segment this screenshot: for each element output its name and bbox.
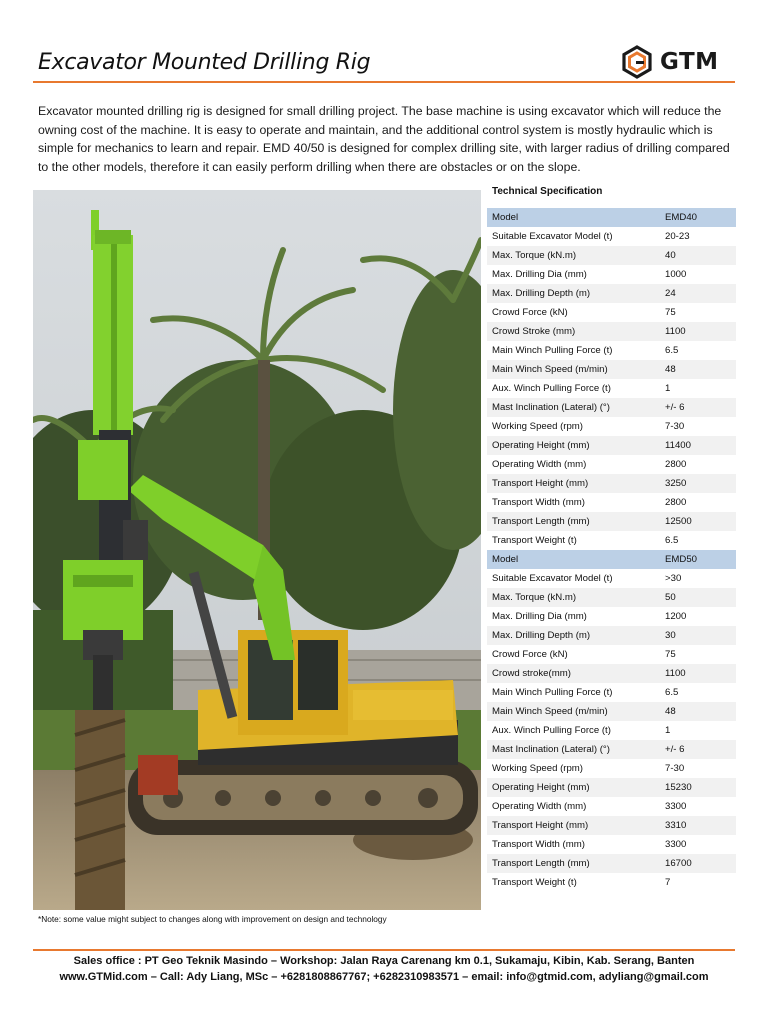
- spec-value: 7-30: [665, 421, 685, 432]
- spec-label: Transport Height (mm): [487, 816, 660, 835]
- spec-value: 6.5: [665, 535, 679, 546]
- spec-value: 48: [660, 360, 736, 379]
- spec-row: [487, 360, 736, 379]
- spec-value: 50: [660, 588, 736, 607]
- spec-label: Operating Width (mm): [492, 459, 587, 470]
- spec-value: 12500: [660, 512, 736, 531]
- spec-row: [487, 607, 736, 626]
- spec-row: [487, 721, 736, 740]
- spec-label: Crowd stroke(mm): [487, 664, 660, 683]
- spec-label: Mast Inclination (Lateral) (°): [487, 740, 660, 759]
- spec-heading: Technical Specification: [492, 186, 603, 197]
- spec-row: [487, 816, 736, 835]
- spec-label: Transport Width (mm): [492, 839, 585, 850]
- spec-value: 6.5: [665, 345, 679, 356]
- spec-row: [487, 759, 736, 778]
- spec-row: [487, 778, 736, 797]
- spec-label: Main Winch Pulling Force (t): [492, 687, 613, 698]
- spec-row: [487, 569, 736, 588]
- spec-value: 3310: [660, 816, 736, 835]
- spec-row: [487, 740, 736, 759]
- spec-model-row: [487, 550, 736, 569]
- spec-row: [487, 645, 736, 664]
- spec-value: +/- 6: [660, 398, 736, 417]
- spec-label: Max. Drilling Depth (m): [487, 284, 660, 303]
- logo-text: GTM: [660, 49, 719, 75]
- spec-label: Operating Width (mm): [492, 801, 587, 812]
- spec-value: 15230: [660, 778, 736, 797]
- footer-contact: [33, 954, 735, 985]
- intro-paragraph: Excavator mounted drilling rig is designed for small drilling project. The base machine is using excavator which will reduce the owning cost of the machine. It is easy to operate and maintain, and the additional control system is mostly hydraulic which is simple for mechanics to learn and repair. EMD 40/50 is designed for complex drilling site, with larger radius of drilling compared to the other models, therefore it can easily perform drilling when there are obstacles or on the slope.: [38, 104, 730, 174]
- spec-row: [487, 664, 736, 683]
- spec-label: Model: [487, 550, 660, 569]
- footer-address: Sales office : PT Geo Teknik Masindo – Workshop: Jalan Raya Carenang km 0.1, Sukamaju, Kibin, Kab. Serang, Banten: [73, 955, 695, 967]
- spec-row: [487, 436, 736, 455]
- spec-value: 7-30: [665, 763, 685, 774]
- spec-row: [487, 379, 736, 398]
- spec-value: 30: [660, 626, 736, 645]
- spec-value: 40: [660, 246, 736, 265]
- spec-value: 75: [665, 307, 676, 318]
- spec-row: [487, 455, 736, 474]
- spec-value: 3250: [660, 474, 736, 493]
- disclaimer-note: *Note: some value might subject to changes along with improvement on design and technology: [38, 914, 387, 924]
- spec-label: Working Speed (rpm): [492, 763, 583, 774]
- spec-model-row: [487, 208, 736, 227]
- spec-row: [487, 398, 736, 417]
- spec-label: Operating Height (mm): [487, 436, 660, 455]
- spec-label: Suitable Excavator Model (t): [492, 231, 613, 242]
- spec-value: 20-23: [665, 231, 690, 242]
- spec-row: [487, 303, 736, 322]
- company-logo: [620, 44, 730, 80]
- spec-label: Main Winch Speed (m/min): [487, 360, 660, 379]
- spec-value: 24: [660, 284, 736, 303]
- spec-value: 2800: [665, 459, 687, 470]
- spec-value: 1000: [665, 269, 687, 280]
- spec-label: Transport Width (mm): [492, 497, 585, 508]
- spec-value: 48: [660, 702, 736, 721]
- spec-value: EMD40: [660, 208, 736, 227]
- spec-label: Max. Torque (kN.m): [487, 588, 660, 607]
- spec-value: EMD50: [660, 550, 736, 569]
- spec-value: 75: [665, 649, 676, 660]
- spec-row: [487, 588, 736, 607]
- spec-value: 16700: [660, 854, 736, 873]
- spec-row: [487, 702, 736, 721]
- spec-row: [487, 284, 736, 303]
- spec-value: 1100: [660, 664, 736, 683]
- drilling-rig-photo: [33, 190, 481, 910]
- spec-value: 1: [665, 383, 671, 394]
- spec-label: Transport Height (mm): [487, 474, 660, 493]
- spec-value: 6.5: [665, 687, 679, 698]
- spec-label: Crowd Force (kN): [492, 649, 568, 660]
- spec-label: Suitable Excavator Model (t): [492, 573, 613, 584]
- spec-value: 1200: [665, 611, 687, 622]
- spec-value: 1100: [660, 322, 736, 341]
- spec-value: +/- 6: [660, 740, 736, 759]
- spec-value: 3300: [665, 839, 687, 850]
- spec-label: Model: [487, 208, 660, 227]
- spec-label: Transport Weight (t): [492, 877, 577, 888]
- spec-label: Crowd Force (kN): [492, 307, 568, 318]
- spec-label: Mast Inclination (Lateral) (°): [487, 398, 660, 417]
- spec-row: [487, 797, 736, 816]
- footer-divider: [33, 949, 735, 951]
- spec-table: [487, 208, 736, 892]
- spec-row: [487, 246, 736, 265]
- spec-value: 7: [665, 877, 671, 888]
- spec-value: 2800: [665, 497, 687, 508]
- spec-label: Max. Torque (kN.m): [487, 246, 660, 265]
- spec-value: 3300: [665, 801, 687, 812]
- spec-row: [487, 854, 736, 873]
- spec-row: [487, 493, 736, 512]
- spec-row: [487, 873, 736, 892]
- page-title: Excavator Mounted Drilling Rig: [38, 50, 371, 75]
- spec-row: [487, 341, 736, 360]
- spec-value: 11400: [660, 436, 736, 455]
- spec-label: Crowd Stroke (mm): [487, 322, 660, 341]
- spec-row: [487, 265, 736, 284]
- spec-row: [487, 512, 736, 531]
- spec-row: [487, 474, 736, 493]
- spec-label: Max. Drilling Dia (mm): [492, 269, 587, 280]
- spec-label: Main Winch Pulling Force (t): [492, 345, 613, 356]
- spec-label: Max. Drilling Depth (m): [487, 626, 660, 645]
- spec-label: Max. Drilling Dia (mm): [492, 611, 587, 622]
- gtm-hexagon-icon: [620, 45, 654, 79]
- header-divider: [33, 81, 735, 83]
- spec-row: [487, 322, 736, 341]
- spec-label: Transport Length (mm): [487, 854, 660, 873]
- spec-value: >30: [665, 573, 682, 584]
- spec-row: [487, 626, 736, 645]
- spec-label: Transport Weight (t): [492, 535, 577, 546]
- spec-row: [487, 835, 736, 854]
- spec-label: Main Winch Speed (m/min): [487, 702, 660, 721]
- spec-label: Aux. Winch Pulling Force (t): [492, 383, 611, 394]
- spec-row: [487, 531, 736, 550]
- spec-row: [487, 227, 736, 246]
- spec-label: Transport Length (mm): [487, 512, 660, 531]
- spec-label: Operating Height (mm): [487, 778, 660, 797]
- spec-value: 1: [665, 725, 671, 736]
- spec-row: [487, 417, 736, 436]
- footer-contact-details: www.GTMid.com – Call: Ady Liang, MSc – +6281808867767; +6282310983571 – email: info@gtmid.com, adyliang@gmail.com: [59, 970, 709, 983]
- spec-row: [487, 683, 736, 702]
- spec-label: Working Speed (rpm): [492, 421, 583, 432]
- spec-label: Aux. Winch Pulling Force (t): [492, 725, 611, 736]
